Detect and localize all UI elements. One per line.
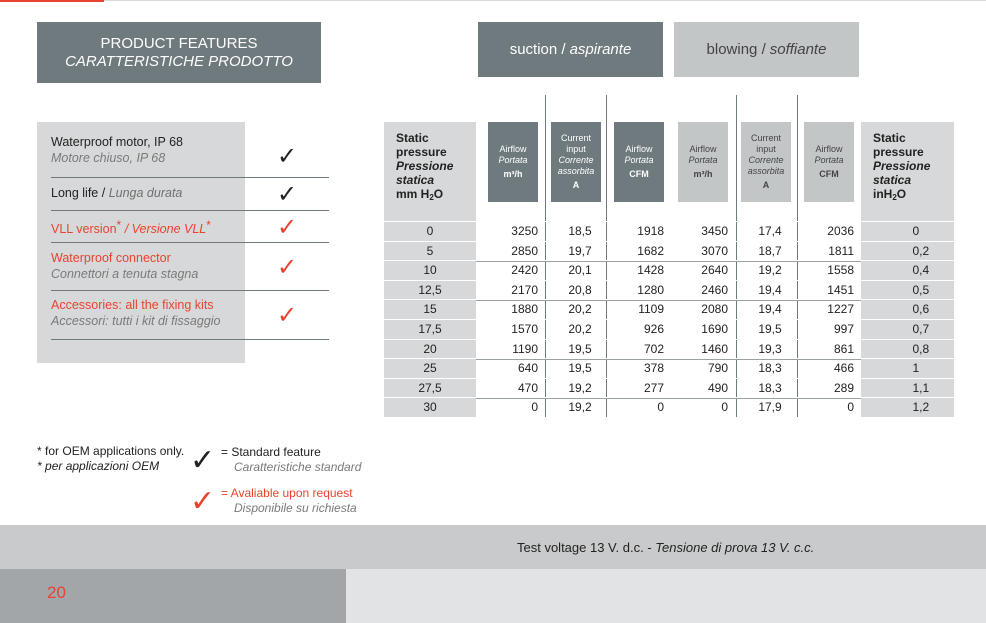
test-voltage-text [517, 540, 814, 555]
blowing-airflow-cfm-header [804, 122, 854, 202]
header-text: input [756, 144, 776, 154]
header-text: m³/h [503, 169, 523, 179]
table-cell: 17,9 [758, 400, 782, 415]
header-text: O [433, 187, 444, 201]
table-cell: 1880 [511, 302, 538, 317]
static-pressure-mm-cell: 5 [384, 242, 476, 261]
feature-label-en: Accessories: all the fixing kits [51, 298, 214, 312]
table-cell: 0 [531, 400, 538, 415]
suction-current-header [551, 122, 601, 202]
top-accent-bar [0, 0, 104, 2]
table-cell: 1428 [637, 263, 664, 278]
static-pressure-in-cell: 0,5 [912, 282, 930, 297]
static-pressure-in-cell: 0,7 [912, 322, 930, 336]
checkmark-icon: ✓ [277, 180, 298, 208]
header-text: Current [560, 133, 591, 143]
header-text: Portata [498, 155, 528, 165]
product-features-header [37, 22, 321, 83]
table-cell: 1570 [511, 322, 538, 336]
static-pressure-in-column [861, 261, 954, 280]
table-cell: 378 [643, 361, 664, 376]
table-cell: 19,4 [758, 302, 782, 317]
test-voltage-it: Tensione di prova 13 V. c.c. [655, 539, 815, 555]
standard-checkmark-icon: ✓ [190, 443, 216, 478]
static-pressure-mm-cell: 30 [384, 398, 476, 417]
table-row [384, 241, 954, 261]
table-cell: 1918 [637, 224, 664, 238]
static-pressure-mm-cell: 12,5 [384, 281, 476, 300]
suction-airflow-cfm-header [614, 122, 664, 202]
top-rule [0, 0, 986, 1]
footnote-star: * [206, 218, 211, 232]
static-pressure-mm-cell: 25 [384, 359, 476, 378]
oem-note-en: for OEM applications only. [45, 444, 185, 458]
static-pressure-in-column [861, 359, 954, 378]
table-cell: 1558 [827, 263, 854, 278]
feature-long-life [51, 178, 329, 211]
blowing-label-en: blowing / [706, 41, 766, 58]
table-row [384, 397, 954, 417]
table-cell: 18,3 [758, 361, 782, 376]
header-text: 2 [429, 193, 434, 202]
table-cell: 702 [643, 341, 664, 356]
table-cell: 2420 [511, 263, 538, 278]
table-cell: 790 [707, 361, 728, 376]
table-row [384, 221, 954, 241]
static-pressure-mm-cell: 0 [384, 222, 476, 241]
header-text: Corrente [558, 155, 594, 165]
static-pressure-in-cell: 1,1 [912, 380, 930, 395]
features-title-en: PRODUCT FEATURES [100, 34, 258, 52]
header-text: inH [873, 187, 893, 201]
test-voltage-band [0, 525, 986, 569]
header-text: Airflow [499, 144, 527, 154]
page-number: 20 [47, 583, 66, 602]
table-row [384, 299, 954, 319]
table-cell: 2850 [511, 243, 538, 258]
table-cell: 19,3 [758, 341, 782, 356]
table-cell: 20,2 [568, 322, 592, 336]
checkmark-icon: ✓ [277, 301, 298, 329]
table-cell: 640 [517, 361, 538, 376]
table-cell: 3450 [701, 224, 728, 238]
static-pressure-mm-cell: 17,5 [384, 320, 476, 339]
table-cell: 0 [847, 400, 854, 415]
header-text: Portata [688, 155, 718, 165]
features-title-it: CARATTERISTICHE PRODOTTO [65, 52, 293, 70]
header-text: Airflow [689, 144, 717, 154]
header-text: statica [873, 173, 912, 187]
oem-footnote [37, 444, 184, 474]
static-pressure-mm-cell: 10 [384, 261, 476, 280]
oem-note-it: per applicazioni OEM [45, 459, 160, 473]
feature-vll-version [51, 211, 329, 243]
feature-label-en: Long life / [51, 186, 109, 200]
suction-label-en: suction / [509, 41, 566, 58]
header-text: Corrente [748, 155, 784, 165]
header-text: statica [396, 173, 435, 187]
static-pressure-in-cell: 0,2 [912, 243, 930, 258]
table-cell: 20,2 [568, 302, 592, 317]
table-cell: 289 [833, 380, 854, 395]
table-cell: 926 [643, 322, 664, 336]
on-request-it: Disponibile su richiesta [234, 501, 357, 515]
on-request-legend [221, 486, 357, 516]
feature-waterproof-motor [51, 134, 329, 178]
table-row [384, 358, 954, 378]
feature-waterproof-connector [51, 243, 329, 291]
test-voltage-en: Test voltage 13 V. d.c. - [517, 539, 652, 555]
static-pressure-in-column [861, 320, 954, 339]
table-cell: 1682 [637, 243, 664, 258]
page-number-box [0, 569, 346, 623]
table-cell: 19,7 [568, 243, 592, 258]
table-cell: 2640 [701, 263, 728, 278]
header-text: mm H [396, 187, 430, 201]
static-pressure-in-cell: 0,8 [912, 341, 930, 356]
table-cell: 3070 [701, 243, 728, 258]
header-text: m³/h [693, 169, 713, 179]
static-pressure-in-column [861, 222, 954, 241]
suction-header [478, 22, 663, 77]
table-cell: 277 [643, 380, 664, 395]
feature-label-it: / Versione VLL [124, 222, 207, 236]
feature-label-en: VLL version [51, 222, 117, 236]
table-cell: 20,1 [568, 263, 592, 278]
standard-feature-en: = Standard feature [221, 445, 321, 459]
checkmark-icon: ✓ [277, 252, 298, 281]
feature-label-it: Lunga durata [108, 186, 183, 200]
request-checkmark-icon: ✓ [190, 484, 216, 519]
table-row [384, 260, 954, 280]
table-cell: 19,5 [568, 361, 592, 376]
table-cell: 1109 [638, 302, 664, 317]
feature-label-it: Connettori a tenuta stagna [51, 267, 199, 281]
header-text: pressure [873, 145, 924, 159]
footnote-star: * [116, 218, 122, 232]
standard-feature-legend [221, 445, 361, 475]
table-cell: 19,2 [568, 400, 592, 415]
table-cell: 1190 [512, 341, 538, 356]
static-pressure-mm-cell: 20 [384, 340, 476, 359]
header-text: Static [396, 131, 429, 145]
footer-panel [346, 569, 986, 623]
header-text: assorbita [557, 166, 595, 176]
feature-label-it: Motore chiuso, IP 68 [51, 151, 166, 165]
on-request-en: = Avaliable upon request [221, 486, 353, 500]
table-cell: 861 [833, 341, 854, 356]
feature-accessories [51, 291, 329, 340]
table-cell: 18,3 [758, 380, 782, 395]
header-text: Airflow [625, 144, 653, 154]
static-pressure-mm-cell: 15 [384, 300, 476, 319]
table-cell: 470 [517, 380, 538, 395]
header-text: A [762, 180, 770, 190]
header-text: Portata [624, 155, 654, 165]
header-text: CFM [629, 169, 649, 179]
suction-airflow-m3h-header [488, 122, 538, 202]
table-cell: 18,7 [758, 243, 782, 258]
blowing-current-header [741, 122, 791, 202]
header-text: pressure [396, 145, 447, 159]
table-cell: 20,8 [568, 282, 592, 297]
static-pressure-in-header [861, 122, 954, 221]
header-text: Portata [814, 155, 844, 165]
table-cell: 490 [707, 380, 728, 395]
table-cell: 1460 [701, 341, 728, 356]
blowing-header [674, 22, 859, 77]
static-pressure-in-column [861, 281, 954, 300]
footnote-star: * [37, 459, 42, 473]
header-text: O [896, 187, 907, 201]
checkmark-icon: ✓ [277, 212, 298, 241]
feature-label-it: Accessori: tutti i kit di fissaggio [51, 314, 221, 328]
blowing-label-it: soffiante [769, 41, 827, 58]
footnote-star: * [37, 444, 42, 458]
header-text: assorbita [747, 166, 785, 176]
static-pressure-in-column [861, 398, 954, 417]
table-cell: 3250 [511, 224, 538, 238]
table-row [384, 378, 954, 398]
static-pressure-in-cell: 1 [912, 361, 920, 376]
table-cell: 997 [833, 322, 854, 336]
table-cell: 1811 [828, 243, 854, 258]
static-pressure-in-cell: 0,6 [912, 302, 930, 317]
suction-label-it: aspirante [569, 41, 632, 58]
checkmark-icon: ✓ [277, 141, 298, 170]
table-cell: 19,2 [568, 380, 592, 395]
header-text: Pressione [873, 159, 931, 173]
header-text: 2 [892, 193, 897, 202]
table-cell: 19,5 [758, 322, 782, 336]
table-cell: 2080 [701, 302, 728, 317]
table-cell: 466 [833, 361, 854, 376]
table-cell: 19,5 [568, 341, 592, 356]
header-text: Airflow [815, 144, 843, 154]
table-row [384, 319, 954, 339]
table-cell: 17,4 [758, 224, 782, 238]
feature-label-en: Waterproof motor, IP 68 [51, 135, 184, 149]
static-pressure-in-column [861, 379, 954, 398]
table-cell: 2170 [511, 282, 538, 297]
static-pressure-in-column [861, 242, 954, 261]
static-pressure-in-column [861, 340, 954, 359]
static-pressure-mm-cell: 27,5 [384, 379, 476, 398]
static-pressure-in-cell: 0,4 [912, 263, 930, 278]
header-text: Pressione [396, 159, 454, 173]
table-cell: 19,4 [758, 282, 782, 297]
table-cell: 2036 [827, 224, 854, 238]
header-text: Static [873, 131, 906, 145]
table-cell: 0 [721, 400, 728, 415]
static-pressure-in-cell: 1,2 [912, 400, 930, 415]
table-row [384, 339, 954, 359]
table-cell: 2460 [701, 282, 728, 297]
header-text: Current [750, 133, 781, 143]
table-cell: 1690 [701, 322, 728, 336]
feature-label-en: Waterproof connector [51, 251, 171, 265]
static-pressure-in-cell: 0 [912, 224, 920, 238]
table-cell: 1280 [637, 282, 664, 297]
standard-feature-it: Caratteristiche standard [234, 460, 362, 474]
header-text: input [566, 144, 586, 154]
table-cell: 1451 [827, 282, 854, 297]
blowing-airflow-m3h-header [678, 122, 728, 202]
header-text: CFM [819, 169, 839, 179]
static-pressure-mm-header [384, 122, 476, 221]
table-cell: 1227 [827, 302, 854, 317]
table-cell: 18,5 [568, 224, 592, 238]
header-text: A [572, 180, 580, 190]
table-cell: 19,2 [758, 263, 782, 278]
table-cell: 0 [657, 400, 664, 415]
table-row [384, 280, 954, 300]
static-pressure-in-column [861, 300, 954, 319]
